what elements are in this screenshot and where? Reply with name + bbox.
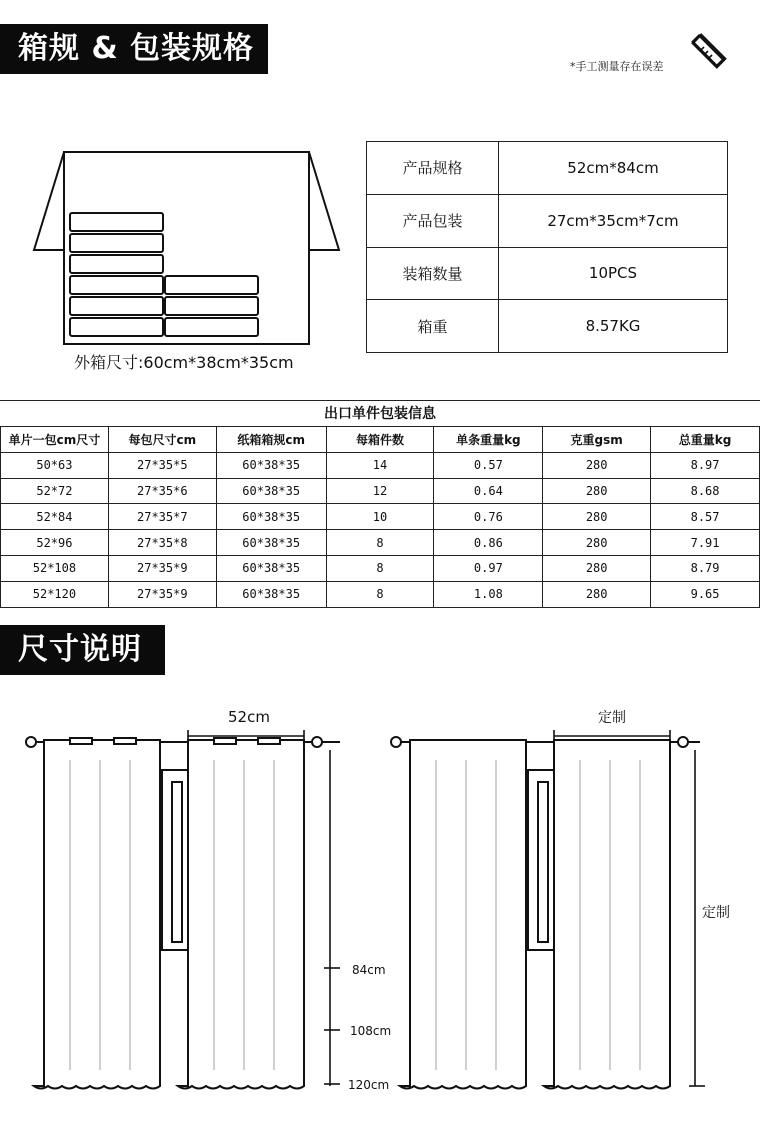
spec-row [367, 247, 728, 300]
curtain-panel [34, 738, 160, 1089]
spec-label: 箱重 [367, 300, 499, 353]
table-header-row [1, 427, 760, 453]
spec-label: 装箱数量 [367, 247, 499, 300]
table-cell: 0.86 [434, 530, 543, 556]
length-mark: 108cm [350, 1024, 392, 1038]
table-cell: 8 [326, 555, 434, 581]
table-cell: 52*84 [1, 504, 109, 530]
column-header: 每箱件数 [326, 427, 434, 453]
window-frame-left [162, 770, 188, 950]
table-cell: 60*38*35 [216, 555, 326, 581]
table-row [1, 555, 760, 581]
table-cell: 27*35*6 [108, 478, 216, 504]
spec-row [367, 142, 728, 195]
table-row [1, 504, 760, 530]
table-cell: 60*38*35 [216, 452, 326, 478]
window-frame-right [528, 770, 554, 950]
section-title-packing: 箱规 & 包装规格 [0, 24, 268, 74]
table-cell: 60*38*35 [216, 478, 326, 504]
table-row [1, 478, 760, 504]
table-cell: 8 [326, 581, 434, 607]
spec-row [367, 300, 728, 353]
table-cell: 52*120 [1, 581, 109, 607]
length-mark: 84cm [352, 963, 386, 977]
table-cell: 27*35*9 [108, 555, 216, 581]
table-cell: 280 [543, 530, 651, 556]
column-header: 克重gsm [543, 427, 651, 453]
box-dimension-caption: 外箱尺寸:60cm*38cm*35cm [74, 353, 294, 372]
table-cell: 60*38*35 [216, 581, 326, 607]
table-cell: 0.64 [434, 478, 543, 504]
table-cell: 10 [326, 504, 434, 530]
table-row [1, 452, 760, 478]
table-cell: 280 [543, 581, 651, 607]
column-header: 单条重量kg [434, 427, 543, 453]
curtain-panel [544, 740, 670, 1089]
table-cell: 27*35*7 [108, 504, 216, 530]
curtain-panel [178, 738, 304, 1089]
table-cell: 12 [326, 478, 434, 504]
spec-label: 产品包装 [367, 194, 499, 247]
packing-info-table [0, 426, 760, 608]
table-cell: 280 [543, 504, 651, 530]
table-cell: 60*38*35 [216, 530, 326, 556]
table-cell: 280 [543, 452, 651, 478]
table-cell: 60*38*35 [216, 504, 326, 530]
section-title-size: 尺寸说明 [0, 625, 165, 675]
table-cell: 50*63 [1, 452, 109, 478]
curtain-size-diagram [0, 690, 760, 1100]
spec-value: 52cm*84cm [499, 142, 728, 195]
column-header: 每包尺寸cm [108, 427, 216, 453]
width-label-left: 52cm [228, 708, 270, 726]
table-cell: 9.65 [651, 581, 760, 607]
table-cell: 52*72 [1, 478, 109, 504]
table-cell: 52*108 [1, 555, 109, 581]
table-cell: 0.57 [434, 452, 543, 478]
length-mark: 120cm [348, 1078, 390, 1092]
ruler-pencil-icon [688, 30, 730, 72]
product-spec-table [366, 141, 728, 353]
carton-box-diagram [30, 148, 346, 348]
spec-value: 27cm*35cm*7cm [499, 194, 728, 247]
column-header: 单片一包cm尺寸 [1, 427, 109, 453]
table-cell: 7.91 [651, 530, 760, 556]
packing-table-title: 出口单件包装信息 [0, 400, 760, 426]
column-header: 总重量kg [651, 427, 760, 453]
table-cell: 14 [326, 452, 434, 478]
table-cell: 8.79 [651, 555, 760, 581]
spec-label: 产品规格 [367, 142, 499, 195]
table-cell: 27*35*9 [108, 581, 216, 607]
table-cell: 8.97 [651, 452, 760, 478]
table-cell: 27*35*8 [108, 530, 216, 556]
spec-value: 10PCS [499, 247, 728, 300]
table-cell: 52*96 [1, 530, 109, 556]
table-cell: 0.97 [434, 555, 543, 581]
spec-row [367, 194, 728, 247]
table-cell: 8 [326, 530, 434, 556]
curtain-panel [400, 740, 526, 1089]
spec-value: 8.57KG [499, 300, 728, 353]
table-cell: 0.76 [434, 504, 543, 530]
table-cell: 8.57 [651, 504, 760, 530]
table-cell: 280 [543, 555, 651, 581]
width-label-right: 定制 [598, 710, 626, 726]
table-row [1, 581, 760, 607]
length-dimension-line [324, 750, 340, 1086]
table-cell: 8.68 [651, 478, 760, 504]
measurement-note: *手工测量存在误差 [570, 60, 664, 73]
table-cell: 280 [543, 478, 651, 504]
column-header: 纸箱箱规cm [216, 427, 326, 453]
table-row [1, 530, 760, 556]
length-label-right: 定制 [702, 905, 730, 921]
table-cell: 1.08 [434, 581, 543, 607]
table-cell: 27*35*5 [108, 452, 216, 478]
